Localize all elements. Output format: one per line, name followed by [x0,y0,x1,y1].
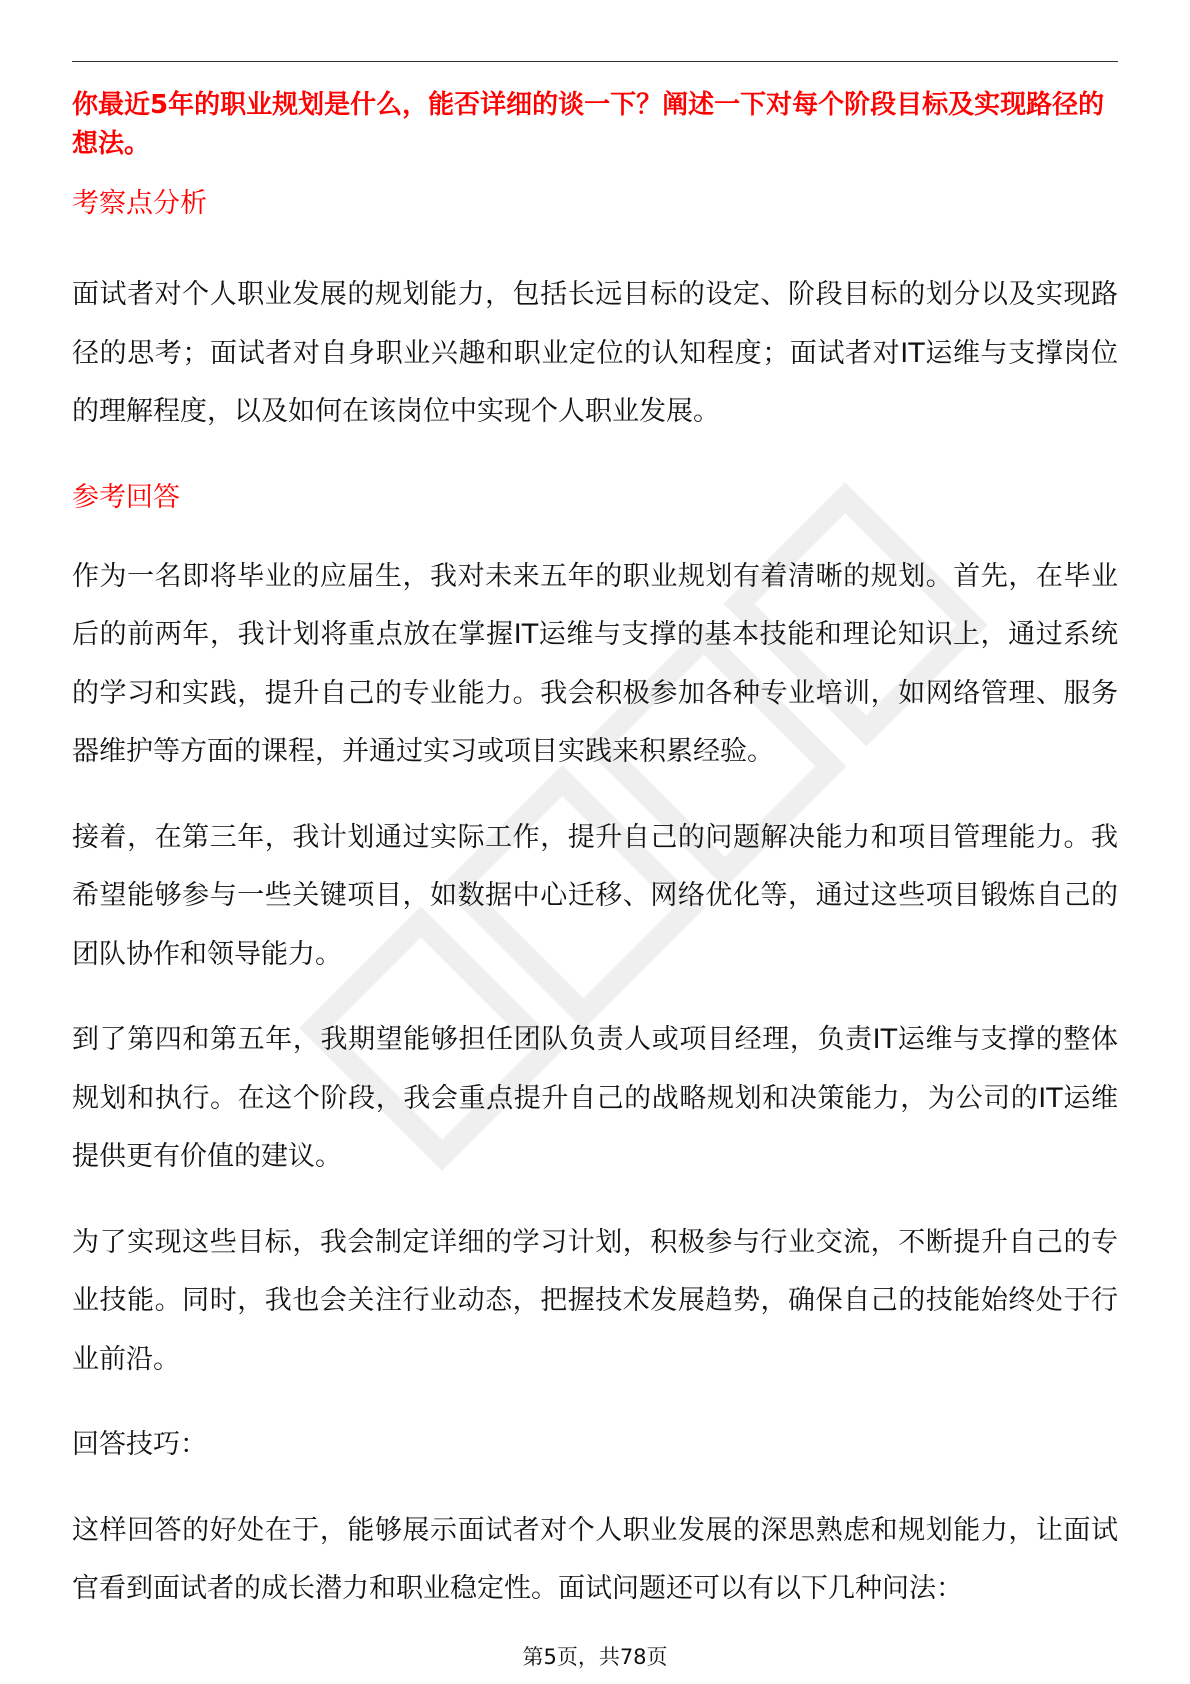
document-body [72,86,1118,1619]
answer-paragraph: 作为一名即将毕业的应届生，我对未来五年的职业规划有着清晰的规划。首先，在毕业后的前两年，我计划将重点放在掌握IT运维与支撑的基本技能和理论知识上，通过系统的学习和实践，提升自己的专业能力。我会积极参加各种专业培训，如网络管理、服务器维护等方面的课程，并通过实习或项目实践来积累经验。 [72,560,1118,767]
header-divider [72,61,1118,62]
page-number: 第5页，共78页 [522,1645,668,1669]
analysis-paragraph: 面试者对个人职业发展的规划能力，包括长远目标的设定、阶段目标的划分以及实现路径的思考；面试者对自身职业兴趣和职业定位的认知程度；面试者对IT运维与支撑岗位的理解程度，以及如何在该岗位中实现个人职业发展。 [72,279,1118,427]
interview-question: 你最近5年的职业规划是什么，能否详细的谈一下？阐述一下对每个阶段目标及实现路径的想法。 [72,90,1105,159]
answer-tips-label: 回答技巧： [72,1429,207,1460]
answer-paragraph: 为了实现这些目标，我会制定详细的学习计划，积极参与行业交流，不断提升自己的专业技能。同时，我也会关注行业动态，把握技术发展趋势，确保自己的技能始终处于行业前沿。 [72,1226,1118,1375]
analysis-heading: 考察点分析 [72,188,207,219]
answer-paragraph: 到了第四和第五年，我期望能够担任团队负责人或项目经理，负责IT运维与支撑的整体规划和执行。在这个阶段，我会重点提升自己的战略规划和决策能力，为公司的IT运维提供更有价值的建议。 [72,1024,1118,1172]
answer-paragraph: 这样回答的好处在于，能够展示面试者对个人职业发展的深思熟虑和规划能力，让面试官看到面试者的成长潜力和职业稳定性。面试问题还可以有以下几种问法： [72,1514,1118,1604]
answer-paragraph: 接着，在第三年，我计划通过实际工作，提升自己的问题解决能力和项目管理能力。我希望能够参与一些关键项目，如数据中心迁移、网络优化等，通过这些项目锻炼自己的团队协作和领导能力。 [72,821,1118,970]
answer-heading: 参考回答 [72,481,180,513]
